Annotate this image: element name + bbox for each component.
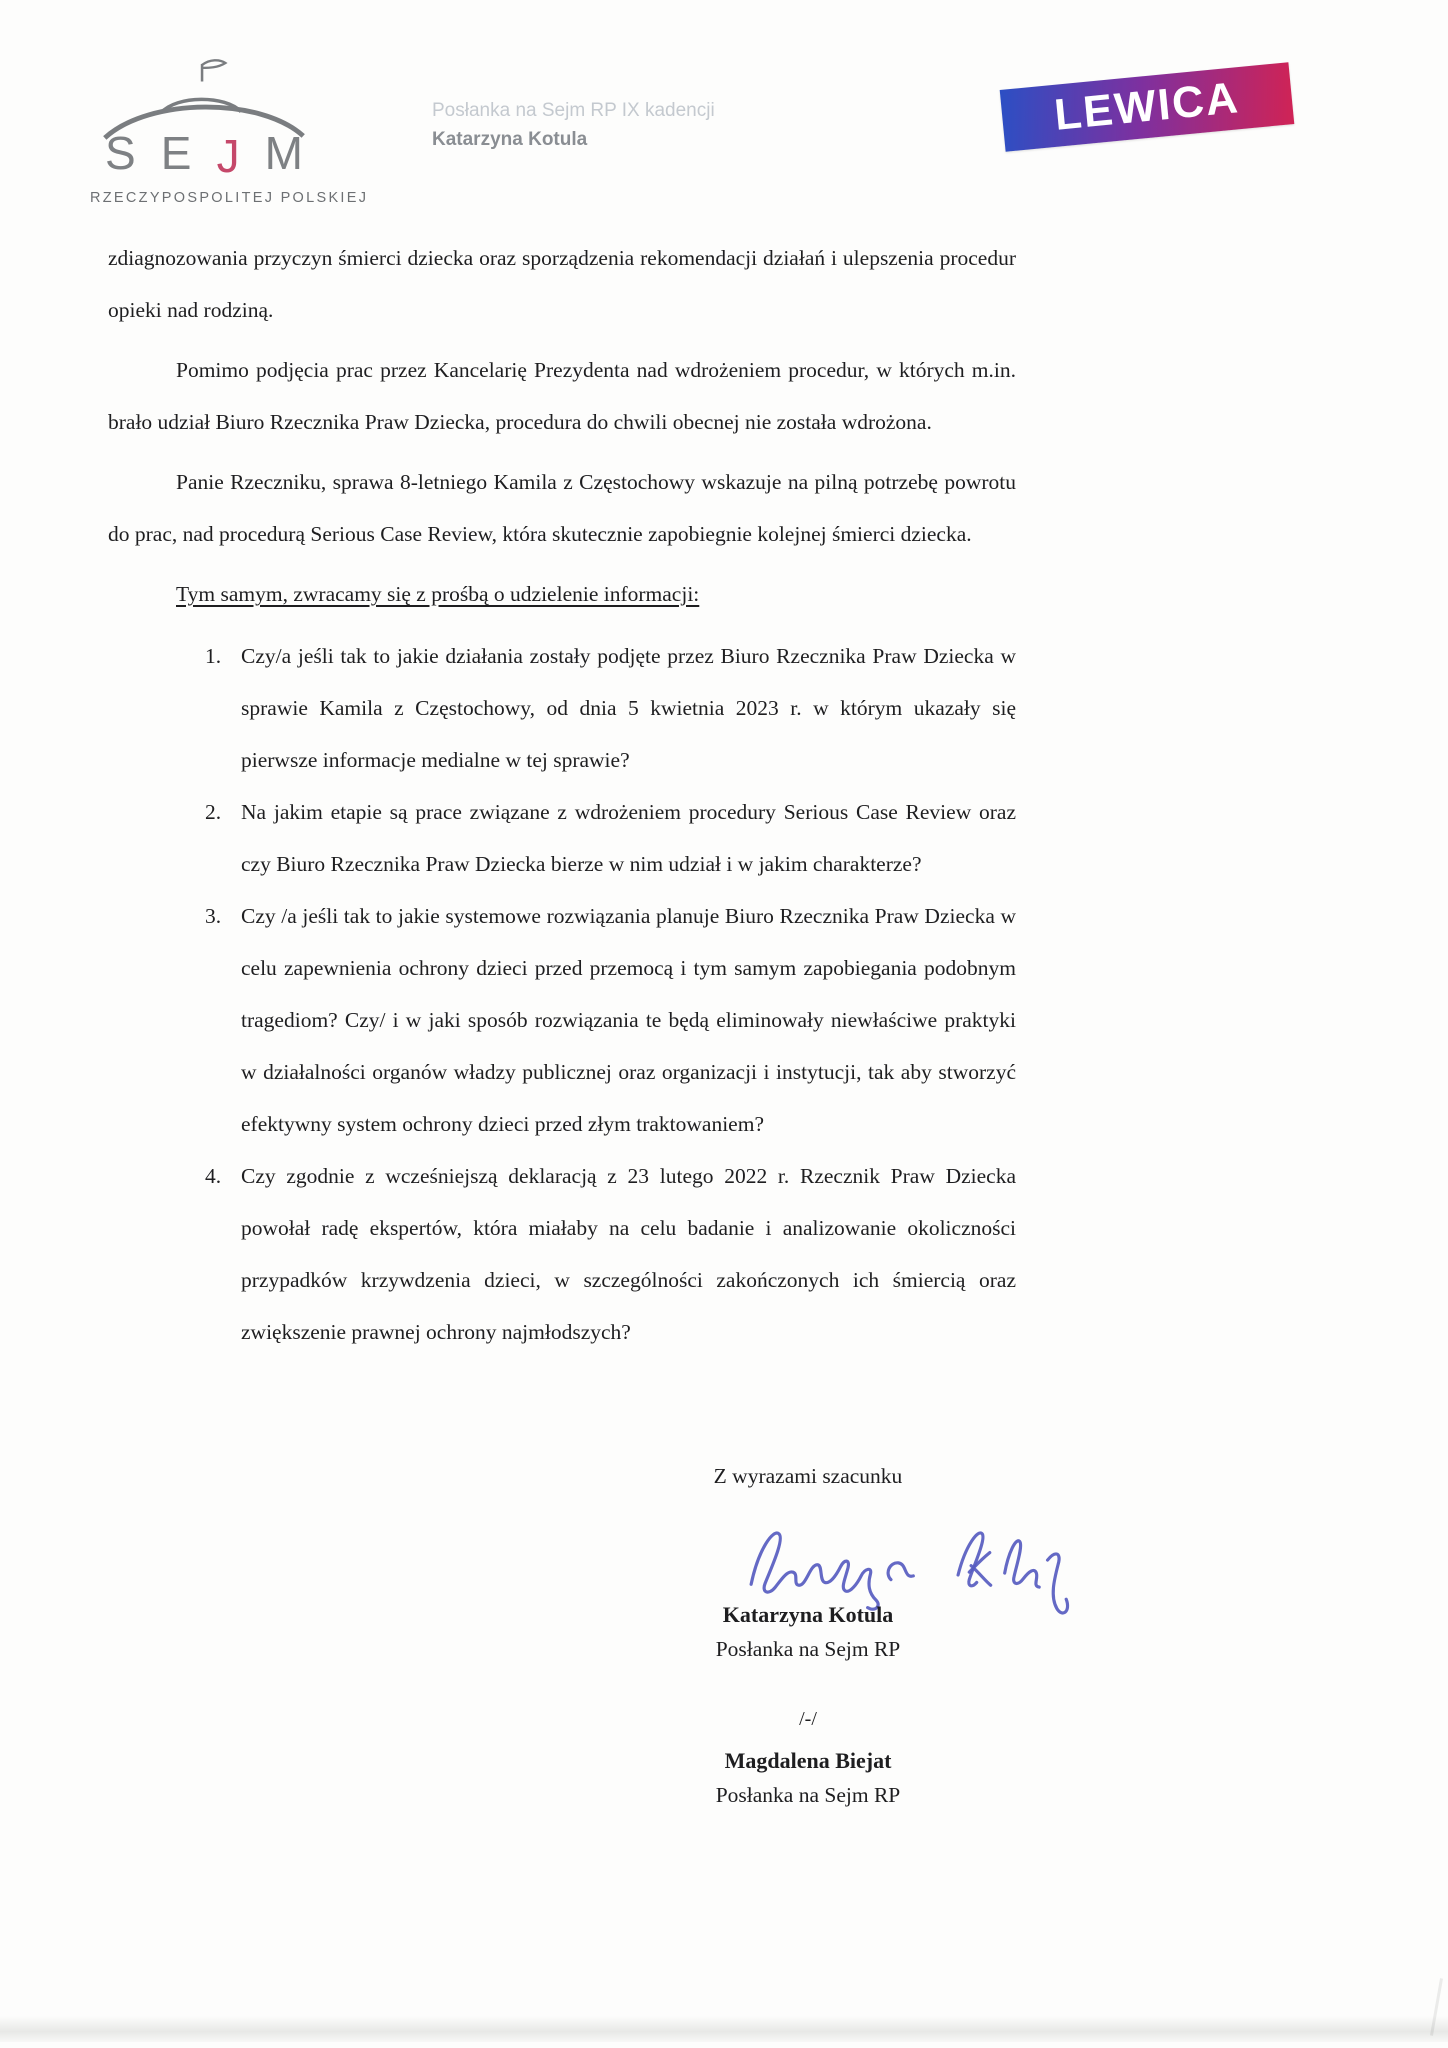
- question-text: Na jakim etapie są prace związane z wdrożeniem procedury Serious Case Review oraz czy Biuro Rzecznika Praw Dziecka bierze w nim udział i w jakim charakterze?: [241, 800, 1016, 876]
- question-number: 4.: [205, 1164, 222, 1188]
- sejm-subtitle: RZECZYPOSPOLITEJ POLSKIEJ: [90, 190, 369, 206]
- signer-1: [638, 1598, 978, 1666]
- paragraph: Pomimo podjęcia prac przez Kancelarię Prezydenta nad wdrożeniem procedur, w których m.in. brało udział Biuro Rzecznika Praw Dziecka, procedura do chwili obecnej nie została wdrożona.: [108, 358, 1016, 434]
- paragraph: zdiagnozowania przyczyn śmierci dziecka oraz sporządzenia rekomendacji działań i ulepszenia procedur opieki nad rodziną.: [108, 246, 1016, 322]
- lewica-wordmark: LEWICA: [1052, 73, 1242, 140]
- signature-stroke: [888, 1563, 913, 1580]
- sender-block: [432, 100, 715, 151]
- signature-stroke: [958, 1533, 983, 1586]
- question-text: Czy/a jeśli tak to jakie działania zostały podjęte przez Biuro Rzecznika Praw Dziecka w sprawie Kamila z Częstochowy, od dnia 5 kwietnia 2023 r. w którym ukazały się pierwsze informacje medialne w tej sprawie?: [241, 644, 1016, 772]
- sejm-letter: E: [160, 127, 192, 179]
- question-text: Czy zgodnie z wcześniejszą deklaracją z 23 lutego 2022 r. Rzecznik Praw Dziecka powołał radę ekspertów, która miałaby na celu badanie i analizowanie okoliczności przypadków krzywdzenia dzieci, w szczególności zakończonych ich śmiercią oraz zwiększenie prawnej ochrony najmłodszych?: [241, 1164, 1016, 1344]
- letter-body: [108, 232, 1016, 1812]
- closing-block: [638, 1450, 978, 1812]
- signature-stroke: [1048, 1554, 1068, 1613]
- flag-icon: [202, 60, 225, 68]
- sejm-letter: M: [264, 127, 303, 179]
- signer-title: Posłanka na Sejm RP: [715, 1637, 901, 1661]
- question-item: [108, 1150, 1016, 1358]
- question-item: [108, 630, 1016, 786]
- sejm-logo: [90, 56, 369, 206]
- request-heading: [108, 568, 1016, 620]
- signer-name: Katarzyna Kotula: [722, 1602, 894, 1627]
- question-item: [108, 786, 1016, 890]
- sender-role: Posłanka na Sejm RP IX kadencji: [432, 100, 715, 121]
- sejm-letter-red: J: [216, 130, 240, 182]
- signer-2: [638, 1744, 978, 1812]
- question-text: Czy /a jeśli tak to jakie systemowe rozwiązania planuje Biuro Rzecznika Praw Dziecka w celu zapewnienia ochrony dzieci przed przemocą i tym samym zapobiegania podobnym tragediom? Czy/ i w jaki sposób rozwiązania te będą eliminowały niewłaściwe praktyki w działalności organów władzy publicznej oraz organizacji i instytucji, tak aby stworzyć efektywny system ochrony dzieci przed złym traktowaniem?: [241, 904, 1016, 1136]
- signature-stroke: [969, 1553, 990, 1586]
- sender-name: Katarzyna Kotula: [432, 129, 588, 150]
- signature-stroke: [1005, 1541, 1039, 1587]
- page-edge-shadow: [0, 2016, 1448, 2042]
- closing-salutation: Z wyrazami szacunku: [713, 1464, 903, 1488]
- paragraph: Panie Rzeczniku, sprawa 8-letniego Kamila z Częstochowy wskazuje na pilną potrzebę powrotu do prac, nad procedurą Serious Case Review, która skutecznie zapobiegnie kolejnej śmierci dziecka.: [108, 470, 1016, 546]
- lewica-logo: [1000, 62, 1295, 152]
- question-item: [108, 890, 1016, 1150]
- signed-mark: /-/: [799, 1708, 817, 1730]
- questions-list: [108, 630, 1016, 1358]
- question-number: 1.: [205, 644, 222, 668]
- sejm-wordmark: [105, 127, 303, 182]
- signer-title: Posłanka na Sejm RP: [715, 1783, 901, 1807]
- sejm-letter: S: [105, 127, 136, 179]
- signer-name: Magdalena Biejat: [724, 1748, 892, 1773]
- request-heading-text: Tym samym, zwracamy się z prośbą o udzielenie informacji:: [176, 582, 700, 606]
- question-number: 2.: [205, 800, 222, 824]
- question-number: 3.: [205, 904, 222, 928]
